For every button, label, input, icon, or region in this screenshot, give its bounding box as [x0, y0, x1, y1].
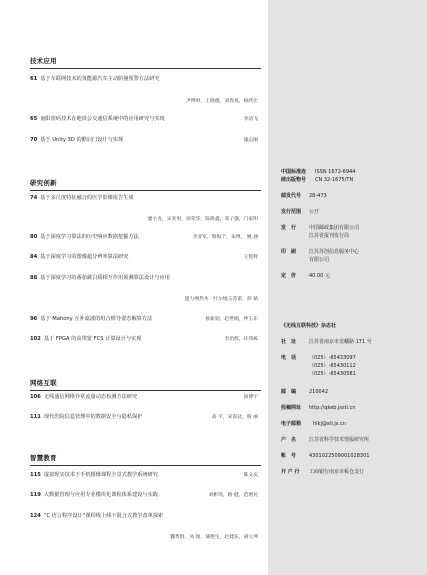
toc-entry[interactable] — [30, 336, 258, 343]
toc-entry[interactable] — [30, 414, 258, 421]
section-research-innovation — [30, 178, 261, 191]
section-title: 技术应用 — [30, 57, 57, 65]
section-title: 网络互联 — [30, 379, 57, 387]
article-authors: 刘彬瑶，路 健，范增民 — [208, 493, 258, 498]
page-number: 124 — [30, 513, 41, 519]
section-divider — [30, 390, 261, 391]
article-authors: 高 宇，宋雷达，殷 丽 — [211, 415, 258, 420]
toc-entry[interactable] — [30, 254, 258, 261]
info-row: 社 址 江苏省南京市龙蟠路 171 号 — [281, 339, 372, 345]
article-authors: 王艳辉 — [243, 255, 258, 260]
info-row: 发 行 中国邮政集团有限公司 — [281, 225, 360, 231]
publication-info-bottom: 《无线互联科技》杂志社 社 址 江苏省南京市龙蟠路 171 号 电 话 （025）-85433097 （025）-85430112 （025）-85430581 邮 编 210042 投稿网址 http://qkeb.jssti.cn 电子邮箱 hlkj@sti.js.cn 户 名 江苏省科学技术情报研究所 帐 号 4301022509001028301 开 户 行 工商银行南京市板仓支行 — [281, 323, 372, 475]
page-number: 88 — [30, 275, 38, 281]
article-title: 基于车联网技术的氢能源汽车主动防撞预警方法研究 — [40, 76, 160, 82]
section-title: 智慧教育 — [30, 454, 57, 462]
toc-entry[interactable] — [30, 76, 258, 83]
article-authors: 李治辉，许邦栋 — [224, 337, 258, 342]
page-number: 70 — [30, 137, 38, 143]
info-row: 邮发代号 28-473 — [281, 193, 327, 199]
page-number: 102 — [30, 336, 41, 342]
toc-entry[interactable] — [30, 195, 258, 202]
section-tech-application — [30, 56, 261, 69]
article-title: 基于 Mahony 互补滤波的组合惯导姿态解算方法 — [40, 316, 153, 322]
info-row[interactable]: 电子邮箱 hlkj@sti.js.cn — [281, 421, 346, 427]
article-authors: 侯新韧，赵世刚，仲玉东 — [205, 317, 258, 322]
info-row: 续出版物号 CN 32-1675/TN — [281, 177, 354, 183]
section-divider — [30, 465, 261, 466]
info-row: 定 价 40.00 元 — [281, 273, 330, 279]
article-title: 基于深度学习算法的历史响应数据挖掘方法 — [40, 234, 139, 240]
article-title: 虚拟现实技术下手机摄像课程全景式教学系统研究 — [43, 472, 158, 478]
article-title: 基于 Unity 3D 的酷启门设计与实现 — [40, 137, 124, 143]
section-network — [30, 378, 261, 391]
info-row[interactable]: 投稿网址 http://qkeb.jssti.cn — [281, 405, 356, 411]
toc-entry[interactable] — [30, 234, 258, 241]
article-title: 基于深度学习的图像超分辨率算法研究 — [40, 254, 129, 260]
page-number: 74 — [30, 195, 38, 201]
page-number: 106 — [30, 394, 41, 400]
info-row: 开 户 行 工商银行南京市板仓支行 — [281, 469, 365, 475]
page-number: 65 — [30, 116, 38, 122]
article-title: 基于深度学习的番茄蕨白质相互作用预测算法设计与应用 — [40, 275, 170, 281]
toc-entry[interactable] — [30, 316, 258, 323]
info-row: 电 话 （025）-85433097 — [281, 355, 356, 361]
page-number: 84 — [30, 254, 38, 260]
magazine-office-title: 《无线互联科技》杂志社 — [281, 323, 337, 329]
section-divider — [30, 190, 261, 191]
article-authors: 施志刚 — [243, 138, 258, 143]
article-authors: 李亚军，殷海宁，朱博， 姚 涵 — [192, 235, 258, 240]
section-title: 研究创新 — [30, 179, 57, 187]
contents-column: 技术应用 61 基于车联网技术的氢能源汽车主动防撞预警方法研究 尹博时，王晓薇，刘春真，杨欣宏 65 南阳密码技术在地铁公交通信系统中的应用研究与实现 李清飞 70 基于 Unity 3D 的酷启门设计与实现 施志刚 研究创新 74 基于多尺度特征融合的医学影像报告生成 廖小龙，宋亚男，徐荣华，陈桥鑫，邓子强，门家明 80 基于深度学习算法的历史响应数据挖掘方法 李亚军，殷海宁，朱博， 姚 涵 84 基于深度学习的图像超分辨率算法研究 王艳辉 88 基于深度学习的番茄蕨白质相互作用预测算法设计与应用 逄力网热木 · 吐尔地玉苏甫，彭 斌 96 基于 Mahony 互补滤波的组合惯导姿态解算方法 侯新韧，赵世刚，仲玉东 102 基于 FPGA 的高带宽 FCS 计算设计与实现 李治辉，许邦栋 网络互联 106 无线通信网络异常流量动态检测方法研究 回博宇 111 现代医院信息管理中的数据安全与隐私保护 高 宇，宋雷达，殷 丽 智慧教育 115 虚拟现实技术下手机摄像课程全景式教学系统研究 陈文庆 119 大数据管理与应用专业模块化课程体系建设与实践 刘彬瑶，路 健，范增民 124 “C 语言程序设计”课程线上线下混合式教学改革探索 魏秀群，凤 逸，蒲艳生，赵建东，胡立坤 — [0, 0, 268, 575]
article-title: 基于 FPGA 的高带宽 FCS 计算设计与实现 — [43, 336, 142, 342]
publication-info-top: 中国标准连 ISSN 1672-6944 续出版物号 CN 32-1675/TN 邮发代号 28-473 发行范围 公开 发 行 中国邮政集团有限公司 江苏省报刊发行局 印 刷 江苏苏创信息服务中心 有限公司 定 价 40.00 元 — [281, 169, 360, 279]
article-title: 南阳密码技术在地铁公交通信系统中的应用研究与实现 — [40, 116, 165, 122]
info-row: 印 刷 江苏苏创信息服务中心 — [281, 249, 360, 255]
article-authors: 陈文庆 — [243, 473, 258, 478]
info-row: 邮 编 210042 — [281, 389, 329, 395]
article-title: 大数据管理与应用专业模块化课程体系建设与实践 — [43, 492, 158, 498]
toc-entry[interactable] — [30, 137, 258, 144]
info-row: 发行范围 公开 — [281, 209, 320, 215]
page-number: 61 — [30, 76, 38, 82]
page-number: 96 — [30, 316, 38, 322]
info-row: 中国标准连 ISSN 1672-6944 — [281, 169, 356, 175]
article-title: “C 语言程序设计”课程线上线下混合式教学改革探索 — [43, 513, 164, 519]
toc-entry[interactable] — [30, 116, 258, 123]
article-title: 无线通信网络异常流量动态检测方法研究 — [43, 394, 138, 400]
page-number: 115 — [30, 472, 41, 478]
page-number: 111 — [30, 414, 41, 420]
toc-entry[interactable] — [30, 394, 258, 401]
article-authors: 李清飞 — [243, 117, 258, 122]
section-smart-education — [30, 453, 261, 466]
info-row: 帐 号 4301022509001028301 — [281, 453, 370, 459]
toc-entry[interactable] — [30, 513, 258, 520]
article-title: 现代医院信息管理中的数据安全与隐私保护 — [43, 414, 143, 420]
toc-entry[interactable] — [30, 275, 258, 282]
toc-entry[interactable] — [30, 472, 258, 479]
article-title: 基于多尺度特征融合的医学影像报告生成 — [40, 195, 134, 201]
info-row: 户 名 江苏省科学技术情报研究所 — [281, 437, 370, 443]
page-number: 119 — [30, 492, 41, 498]
toc-entry[interactable] — [30, 492, 258, 499]
article-authors: 回博宇 — [243, 395, 258, 400]
section-divider — [30, 68, 261, 69]
page-number: 80 — [30, 234, 38, 240]
